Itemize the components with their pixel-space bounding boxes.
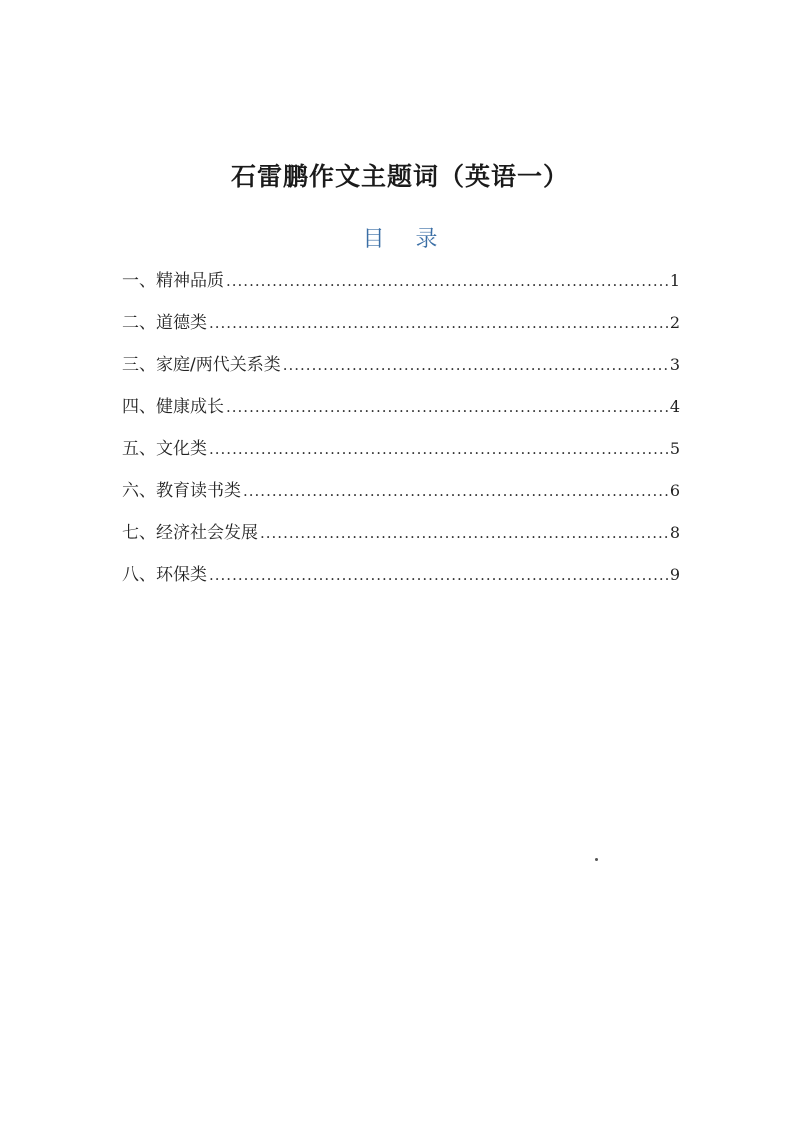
- toc-entry-economy-society[interactable]: [122, 518, 680, 560]
- toc-entry-page: 2: [669, 313, 680, 332]
- toc-leader-dots: [243, 476, 668, 506]
- toc-entry-label: 六、教育读书类: [122, 481, 241, 501]
- toc-entry-label: 四、健康成长: [122, 397, 224, 417]
- toc-entry-health-growth[interactable]: [122, 392, 680, 434]
- toc-leader-dots: [226, 266, 668, 296]
- toc-entry-label: 八、环保类: [122, 565, 207, 585]
- toc-entry-education-reading[interactable]: [122, 476, 680, 518]
- toc-entry-family[interactable]: [122, 350, 680, 392]
- toc-leader-dots: [283, 350, 668, 380]
- table-of-contents: [122, 266, 680, 602]
- toc-entry-label: 五、文化类: [122, 439, 207, 459]
- toc-entry-page: 1: [669, 271, 680, 290]
- toc-leader-dots: [209, 560, 668, 590]
- toc-entry-page: 3: [669, 355, 680, 374]
- toc-heading: 目 录: [362, 227, 450, 252]
- toc-entry-page: 8: [669, 523, 680, 542]
- stray-dot-mark: [595, 858, 598, 861]
- toc-entry-morality[interactable]: [122, 308, 680, 350]
- toc-entry-page: 6: [669, 481, 680, 500]
- toc-entry-label: 三、家庭/两代关系类: [122, 355, 281, 375]
- toc-entry-environment[interactable]: [122, 560, 680, 602]
- toc-entry-label: 七、经济社会发展: [122, 523, 258, 543]
- toc-entry-page: 4: [669, 397, 680, 416]
- toc-entry-page: 5: [669, 439, 680, 458]
- document-title: 石雷鹏作文主题词（英语一）: [230, 161, 569, 191]
- toc-entry-label: 一、精神品质: [122, 271, 224, 291]
- toc-leader-dots: [226, 392, 668, 422]
- toc-entry-label: 二、道德类: [122, 313, 207, 333]
- toc-leader-dots: [209, 308, 668, 338]
- toc-entry-spirit-quality[interactable]: [122, 266, 680, 308]
- toc-leader-dots: [260, 518, 668, 548]
- toc-leader-dots: [209, 434, 668, 464]
- toc-entry-culture[interactable]: [122, 434, 680, 476]
- toc-entry-page: 9: [669, 565, 680, 584]
